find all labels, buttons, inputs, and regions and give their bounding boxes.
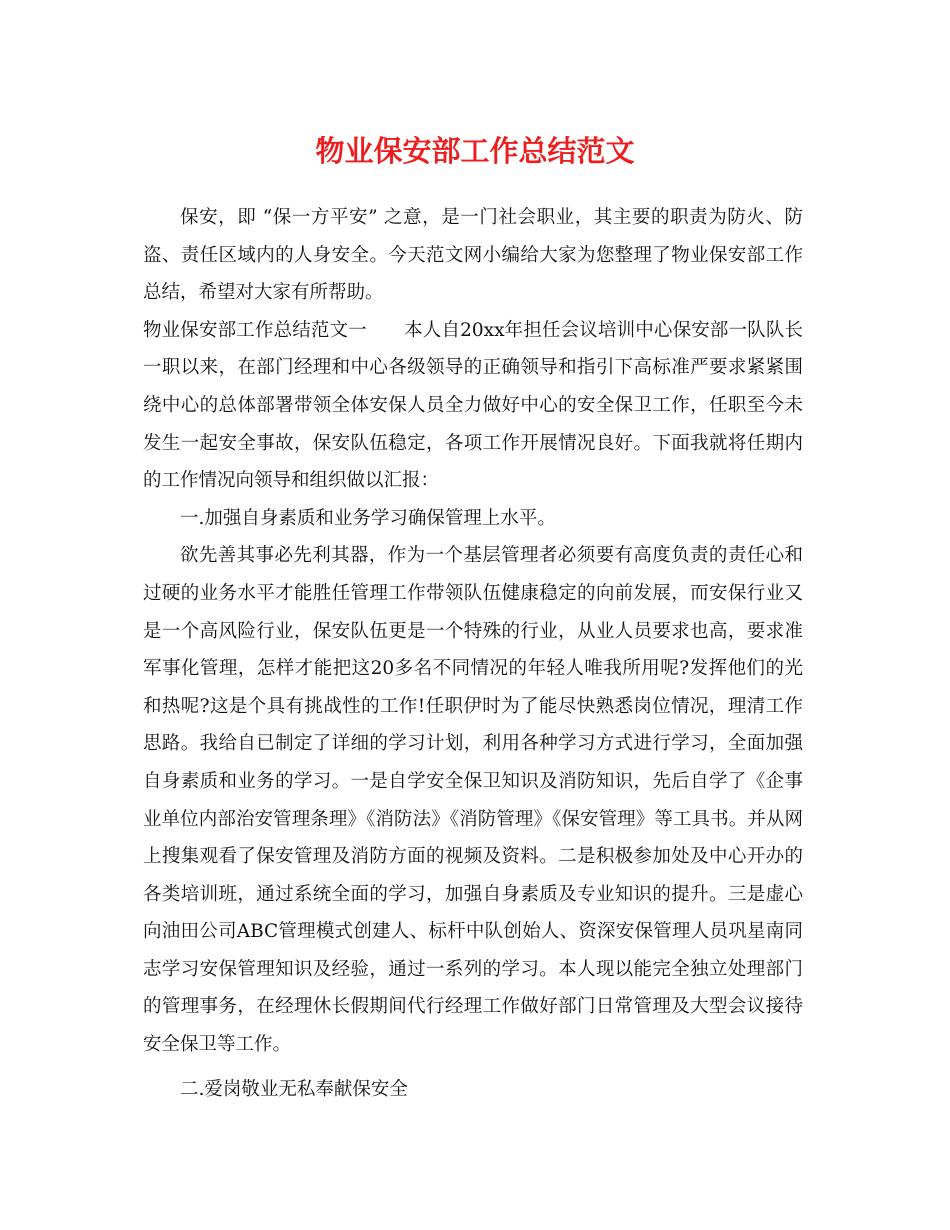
- document-title: 物业保安部工作总结范文: [315, 134, 635, 168]
- section-heading-two: 二.爱岗敬业无私奉献保安全: [180, 1078, 408, 1100]
- document-body: [143, 199, 803, 1108]
- intro-paragraph: 保安，即 “保一方平安” 之意，是一门社会职业，其主要的职责为防火、防盗、责任区域内的人身安全。今天范文网小编给大家为您整理了物业保安部工作总结，希望对大家有所帮助。: [143, 207, 803, 304]
- sample-one-paragraph: 物业保安部工作总结范文一 本人自20xx年担任会议培训中心保安部一队队长一职以来，在部门经理和中心各级领导的正确领导和指引下高标准严要求紧紧围绕中心的总体部署带领全体安保人员全力做好中心的安全保卫工作，任职至今未发生一起安全事故，保安队伍稳定，各项工作开展情况良好。下面我就将任期内的工作情况向领导和组织做以汇报：: [143, 319, 803, 492]
- section-heading-one: 一.加强自身素质和业务学习确保管理上水平。: [180, 507, 556, 529]
- section-one-paragraph: 欲先善其事必先利其器，作为一个基层管理者必须要有高度负责的责任心和过硬的业务水平才能胜任管理工作带领队伍健康稳定的向前发展，而安保行业又是一个高风险行业，保安队伍更是一个特殊的行业，从业人员要求也高，要求准军事化管理，怎样才能把这20多名不同情况的年轻人唯我所用呢?发挥他们的光和热呢?这是个具有挑战性的工作!任职伊时为了能尽快熟悉岗位情况，理清工作思路。我给自已制定了详细的学习计划，利用各种学习方式进行学习，全面加强自身素质和业务的学习。一是自学安全保卫知识及消防知识，先后自学了《企事业单位内部治安管理条理》《消防法》《消防管理》《保安管理》等工具书。并从网上搜集观看了保安管理及消防方面的视频及资料。二是积极参加处及中心开办的各类培训班，通过系统全面的学习，加强自身素质及专业知识的提升。三是虚心向油田公司ABC管理模式创建人、标杆中队创始人、资深安保管理人员巩星南同志学习安保管理知识及经验，通过一系列的学习。本人现以能完全独立处理部门的管理事务，在经理休长假期间代行经理工作做好部门日常管理及大型会议接待安全保卫等工作。: [143, 545, 803, 1056]
